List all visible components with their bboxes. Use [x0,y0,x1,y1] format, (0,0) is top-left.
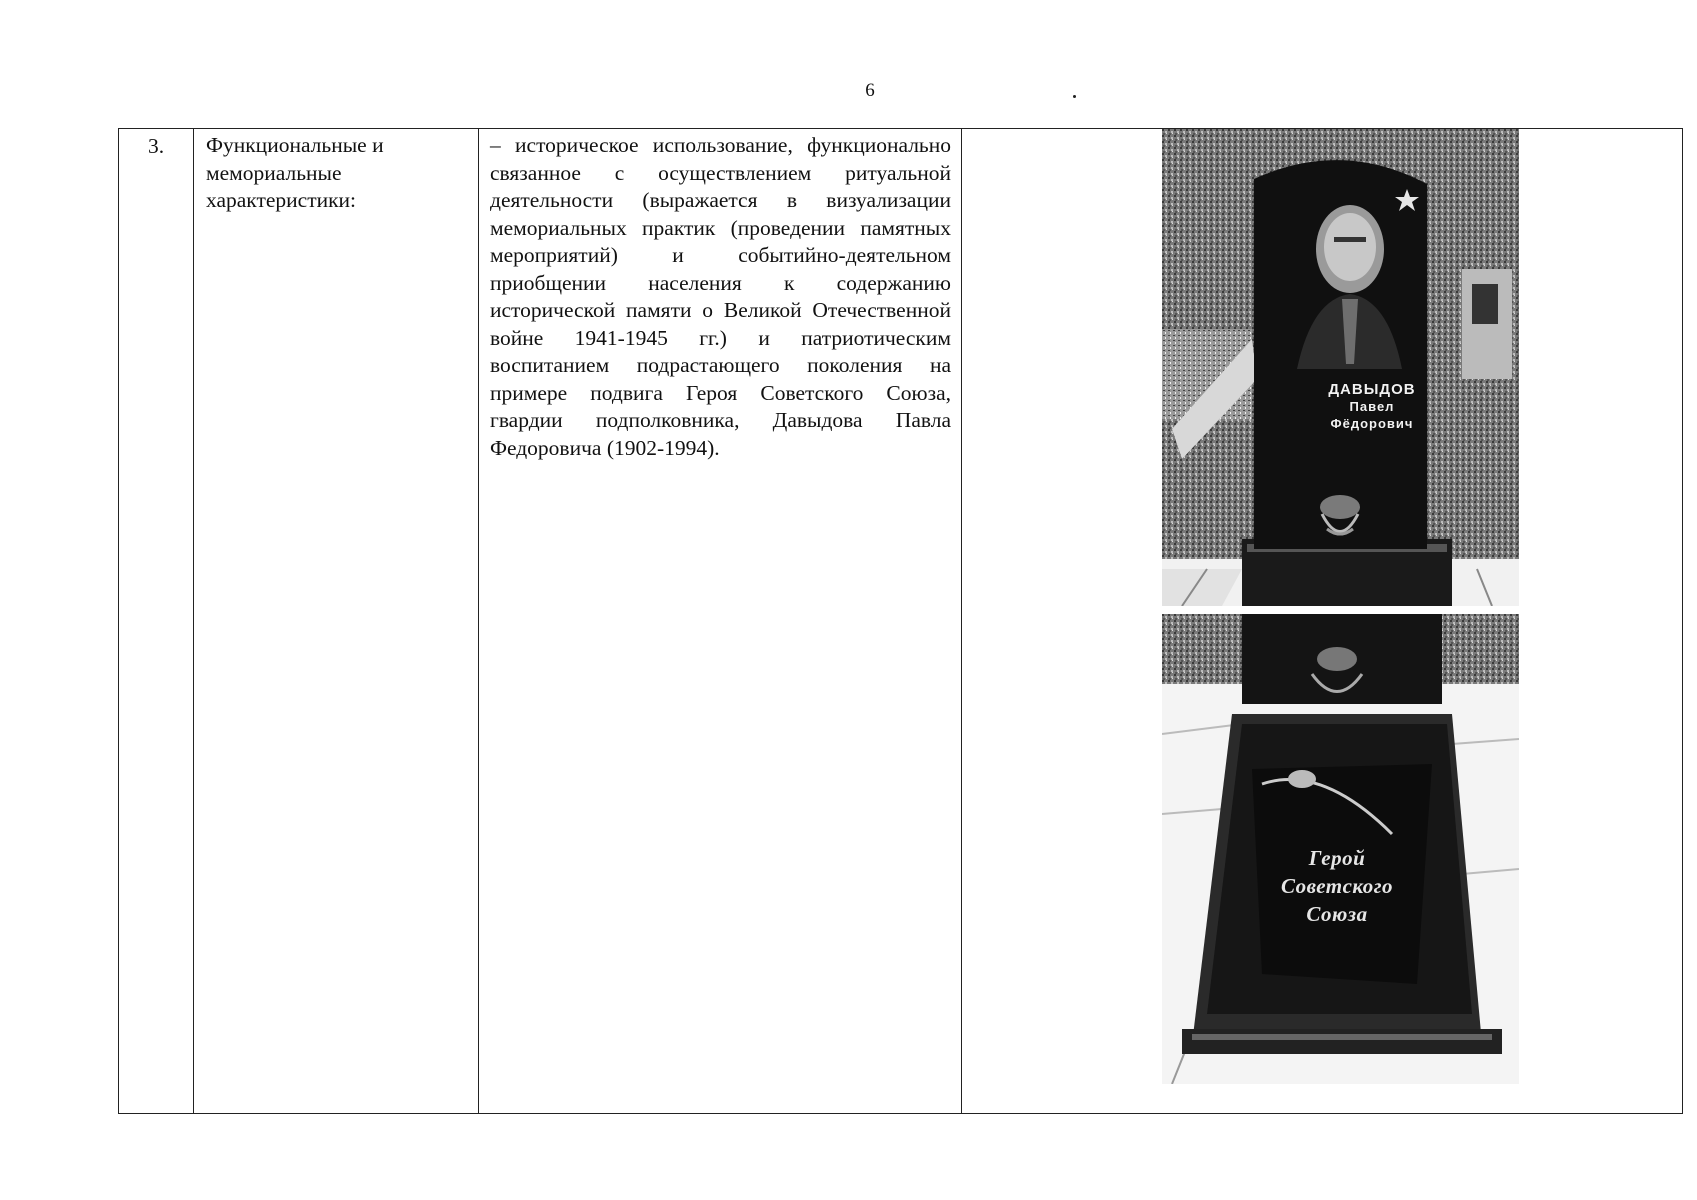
row-description: – историческое использование, функционально связанное с осуществлением ритуальной деятельности (выражается в визуализации мемориальных практик (проведении памятных мероприятий) и событийно-деятельном приобщении населения к содержанию исторической памяти о Великой Отечественной войне 1941-1945 гг.) и патриотическим воспитанием подрастающего поколения на примере подвига Героя Советского Союза, гвардии подполковника, Давыдова Павла Федоровича (1902-1994). [479,129,962,1114]
scan-artifact-dot [1073,95,1076,98]
slab-photo [1162,614,1519,1084]
slab-line-1: Герой [1308,846,1366,870]
page-number: 6 [865,80,875,101]
headstone-first-name: Павел [1349,399,1395,414]
photo-cell [962,129,1683,1114]
row-number: 3. [119,129,194,1114]
headstone-image [1162,129,1519,606]
monument-info-table [118,128,1683,1114]
headstone-inscription [1282,381,1462,432]
slab-line-2: Советского [1280,874,1394,898]
slab-inscription [1262,844,1412,928]
headstone-photo [1162,129,1519,606]
slab-line-3: Союза [1306,902,1368,926]
monument-photo [1162,129,1519,1099]
headstone-patronymic: Фёдорович [1330,416,1414,431]
table-row [119,129,1683,1114]
row-title: Функциональные и мемориальные характеристики: [194,129,479,1114]
headstone-surname: ДАВЫДОВ [1328,381,1416,398]
